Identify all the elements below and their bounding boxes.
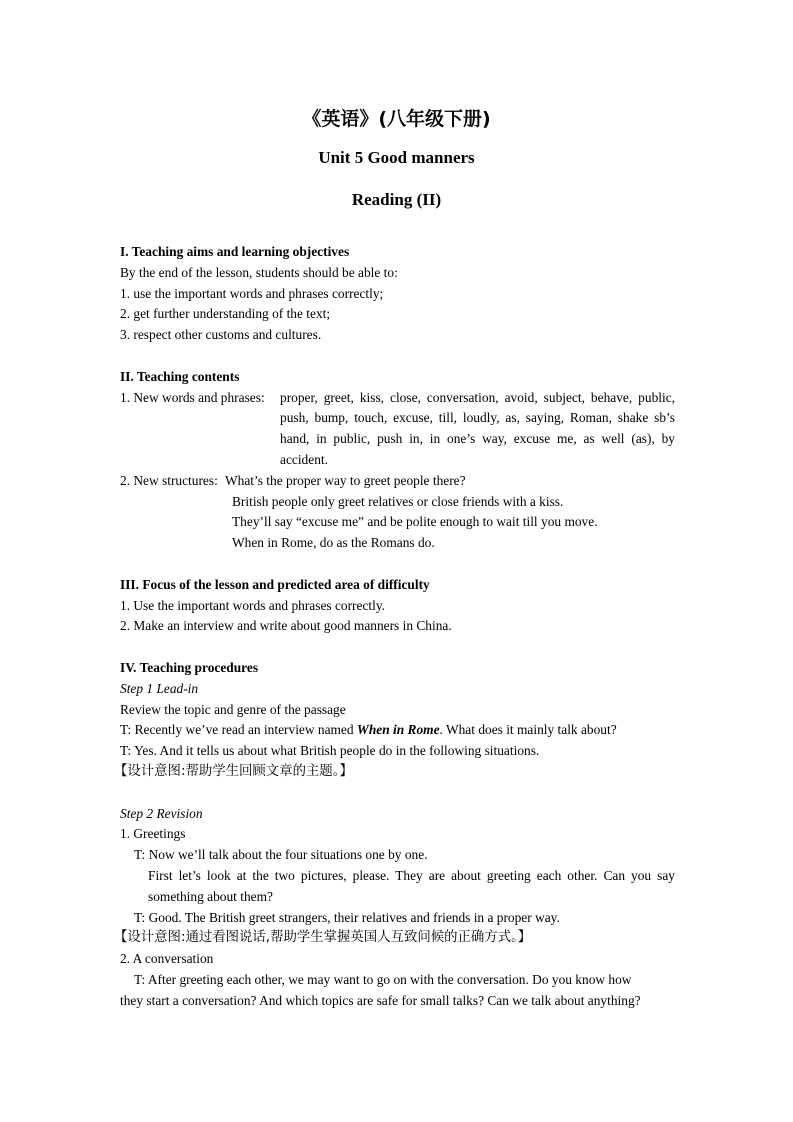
section2-heading: II. Teaching contents <box>120 369 240 384</box>
greetings-line: T: Now we’ll talk about the four situations one by one. <box>134 847 428 862</box>
greetings-line: something about them? <box>148 889 273 904</box>
conversation-line: they start a conversation? And which topics are safe for small talks? Can we talk about anything? <box>120 993 641 1008</box>
passage-title: When in Rome <box>356 722 440 737</box>
unit-title: Unit 5 Good manners <box>318 148 475 167</box>
structure-line: British people only greet relatives or close friends with a kiss. <box>232 494 564 509</box>
book-title: 《英语》(八年级下册) <box>302 108 491 130</box>
step2-design-note: 【设计意图:通过看图说话,帮助学生掌握英国人互致问候的正确方式。】 <box>114 930 532 945</box>
section3-heading: III. Focus of the lesson and predicted area of difficulty <box>120 577 430 592</box>
structure-line: They’ll say “excuse me” and be polite enough to wait till you move. <box>232 514 598 529</box>
step1-line2-pre: T: Recently we’ve read an interview named <box>120 722 357 737</box>
new-words-line: accident. <box>280 452 328 467</box>
greetings-label: 1. Greetings <box>120 826 186 841</box>
step1-line: Review the topic and genre of the passage <box>120 702 346 717</box>
section4-heading: IV. Teaching procedures <box>120 660 259 675</box>
lesson-title: Reading (II) <box>351 190 442 209</box>
greetings-line: First let’s look at the two pictures, please. They are about greeting each other. Can you say <box>148 868 675 883</box>
section1-intro: By the end of the lesson, students should be able to: <box>120 265 398 280</box>
step1-line2-post: . What does it mainly talk about? <box>439 722 617 737</box>
section1-item: 3. respect other customs and cultures. <box>120 327 322 342</box>
step1-title: Step 1 Lead-in <box>120 681 199 696</box>
greetings-line: T: Good. The British greet strangers, their relatives and friends in a proper way. <box>134 910 560 925</box>
new-words-label: 1. New words and phrases: <box>120 390 265 405</box>
new-words-line: proper, greet, kiss, close, conversation, avoid, subject, behave, public, <box>280 390 675 405</box>
new-words-line: hand, in public, push in, in one’s way, excuse me, as well (as), by <box>280 431 675 446</box>
structure-line: When in Rome, do as the Romans do. <box>232 535 435 550</box>
section1-heading: I. Teaching aims and learning objectives <box>120 244 350 259</box>
section3-item: 1. Use the important words and phrases correctly. <box>120 598 386 613</box>
conversation-line: T: After greeting each other, we may want to go on with the conversation. Do you know how <box>134 972 632 987</box>
section3-item: 2. Make an interview and write about good manners in China. <box>120 618 452 633</box>
new-structures-label: 2. New structures: <box>120 473 218 488</box>
section1-item: 1. use the important words and phrases correctly; <box>120 286 384 301</box>
new-words-line: push, bump, touch, excuse, till, loudly, as, saying, Roman, shake sb’s <box>280 410 675 425</box>
structure-line: What’s the proper way to greet people there? <box>225 473 466 488</box>
section1-item: 2. get further understanding of the text; <box>120 306 331 321</box>
step2-title: Step 2 Revision <box>120 806 203 821</box>
conversation-label: 2. A conversation <box>120 951 214 966</box>
step1-design-note: 【设计意图:帮助学生回顾文章的主题。】 <box>114 764 353 779</box>
step1-line: T: Yes. And it tells us about what British people do in the following situations. <box>120 743 540 758</box>
step1-line <box>120 721 617 739</box>
